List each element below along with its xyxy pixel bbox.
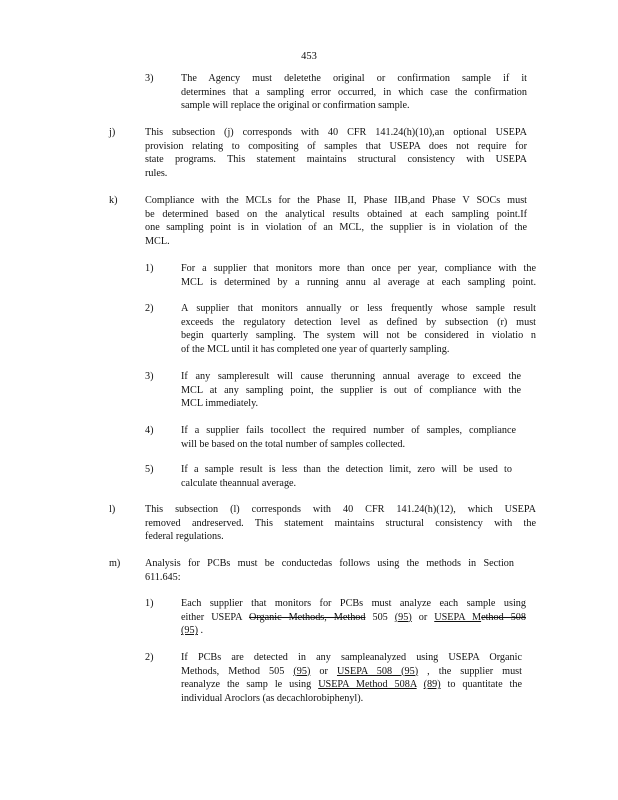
item-label: k) — [109, 195, 118, 206]
text-segment: or — [310, 665, 337, 677]
text-line: exceeds the regulatory detection level as defined by subsection (r) must — [181, 316, 536, 328]
item-text — [145, 126, 527, 180]
text-line: sample will replace the original or confirmation sample. — [181, 100, 410, 112]
text-line: This subsection (j) corresponds with 40 CFR 141.24(h)(10),an optional USEPA — [145, 127, 527, 138]
item-text — [181, 597, 526, 638]
item-label: m) — [109, 558, 121, 569]
text-line: MCL. — [145, 235, 170, 247]
struck-text: Organic Methods, Method — [248, 611, 366, 623]
text-line: If a sample result is less than the detection limit, zero will be used to — [181, 464, 512, 475]
text-line: This subsection (l) corresponds with 40 CFR 141.24(h)(12), which USEPA — [145, 504, 536, 515]
text-line — [181, 611, 526, 625]
item-label: 5) — [145, 464, 154, 475]
text-line: If a supplier fails tocollect the required number of samples, compliance — [181, 425, 516, 436]
underlined-text: (95) — [394, 611, 412, 623]
underlined-text: USEPA Method 508A — [318, 679, 417, 691]
item-label: 2) — [145, 303, 154, 314]
item-text — [181, 463, 512, 490]
text-line: If any sampleresult will cause therunning annual average to exceed the — [181, 371, 521, 382]
text-segment: or — [411, 611, 435, 623]
text-segment: reanalyze the samp le using — [181, 679, 319, 691]
item-text — [145, 194, 527, 248]
item-label: 4) — [145, 425, 154, 436]
struck-text: ethod 508 — [481, 611, 526, 623]
text-line: For a supplier that monitors more than once per year, compliance with the — [181, 263, 536, 274]
item-text — [145, 557, 514, 584]
text-line: removed andreserved. This statement maintains structural consistency with the — [145, 517, 536, 529]
item-text — [181, 424, 516, 451]
item-label: 1) — [145, 598, 154, 609]
text-line — [181, 665, 522, 679]
text-segment: . — [197, 625, 204, 637]
item-label: 1) — [145, 263, 154, 274]
text-line: Each supplier that monitors for PCBs must analyze each sample using — [181, 598, 526, 609]
item-label: 3) — [145, 73, 154, 84]
text-line: one sampling point is in violation of an MCL, the supplier is in violation of the — [145, 222, 527, 234]
text-line: A supplier that monitors annually or less frequently whose sample result — [181, 303, 536, 314]
text-line: MCL immediately. — [181, 398, 259, 410]
text-line: 611.645: — [145, 571, 181, 583]
text-segment: Methods, Method 505 — [181, 665, 294, 677]
text-line: The Agency must deletethe original or confirmation sample if it — [181, 73, 527, 84]
item-label: 3) — [145, 371, 154, 382]
item-label: l) — [109, 504, 116, 515]
text-line: be determined based on the analytical results obtained at each sampling point.If — [145, 208, 527, 220]
text-segment: , the supplier must — [418, 665, 522, 677]
text-line: individual Aroclors (as decachlorobiphenyl). — [181, 692, 364, 704]
item-text — [181, 262, 536, 289]
underlined-text: (95) — [293, 665, 311, 677]
text-line: rules. — [145, 167, 168, 179]
text-line: begin quarterly sampling. The system will not be considered in violatio n — [181, 330, 536, 342]
text-line: will be based on the total number of samples collected. — [181, 438, 406, 450]
item-text — [181, 651, 522, 705]
text-line — [181, 624, 526, 638]
text-segment: to quantitate the — [440, 679, 522, 691]
text-line: state programs. This statement maintains structural consistency with USEPA — [145, 154, 527, 166]
item-text — [145, 503, 536, 544]
page-number: 453 — [301, 51, 317, 62]
item-text — [181, 72, 527, 113]
underlined-text: (89) — [423, 679, 441, 691]
text-line: of the MCL until it has completed one year of quarterly sampling. — [181, 343, 450, 355]
text-line: Analysis for PCBs must be conductedas follows using the methods in Section — [145, 558, 514, 569]
text-segment — [417, 679, 424, 690]
underlined-text: (95) — [181, 625, 198, 637]
text-segment: 505 — [365, 611, 395, 623]
item-label: j) — [109, 127, 116, 138]
text-line: calculate theannual average. — [181, 477, 297, 489]
item-text — [181, 302, 536, 356]
item-label: 2) — [145, 652, 154, 663]
text-line: MCL is determined by a running annu al average at each sampling point. — [181, 276, 536, 288]
text-line: federal regulations. — [145, 531, 224, 543]
text-line: provision relating to compositing of samples that USEPA does not require for — [145, 140, 527, 152]
underlined-text: USEPA 508 (95) — [336, 665, 419, 677]
text-segment: either USEPA — [181, 611, 249, 623]
item-text — [181, 370, 521, 411]
text-line: Compliance with the MCLs for the Phase II, Phase IIB,and Phase V SOCs must — [145, 195, 527, 206]
text-line — [181, 678, 522, 692]
text-line: MCL at any sampling point, the supplier is out of compliance with the — [181, 384, 521, 396]
underlined-text: USEPA M — [434, 611, 482, 623]
text-line: determines that a sampling error occurred, in which case the confirmation — [181, 86, 527, 98]
text-line: If PCBs are detected in any sampleanalyzed using USEPA Organic — [181, 652, 522, 663]
